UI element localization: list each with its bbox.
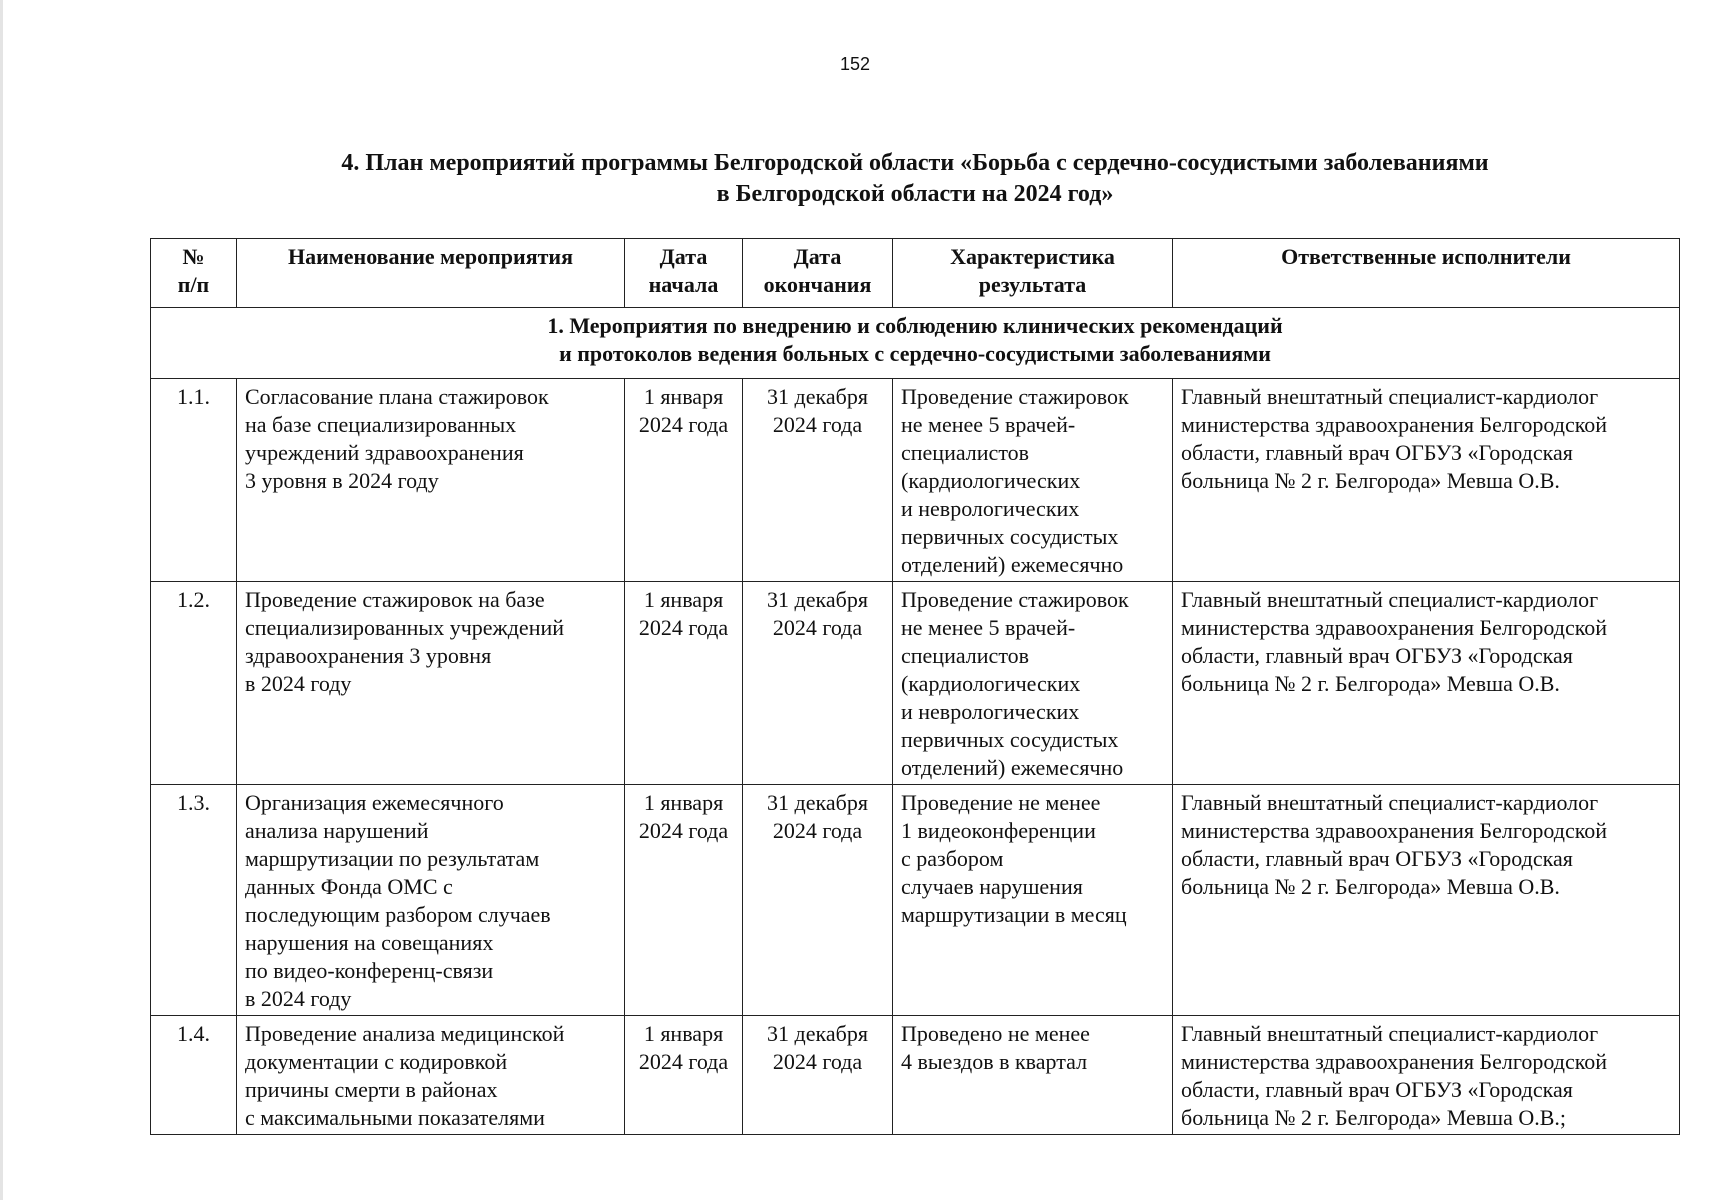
cell-result (893, 1016, 1173, 1135)
cell-name-line: нарушения на совещаниях (245, 930, 494, 955)
cell-name-line: причины смерти в районах (245, 1077, 498, 1102)
header-result: Характеристика результата (893, 239, 1173, 308)
cell-start-date (625, 582, 743, 785)
cell-result-line: не менее 5 врачей- (901, 412, 1076, 437)
cell-start-date-line: 1 января (643, 384, 724, 409)
cell-name-line: специализированных учреждений (245, 615, 565, 640)
cell-name (237, 785, 625, 1016)
cell-name-line: документации с кодировкой (245, 1049, 508, 1074)
cell-name-line: с максимальными показателями (245, 1105, 545, 1130)
cell-name-line: на базе специализированных (245, 412, 517, 437)
cell-responsible (1173, 582, 1680, 785)
cell-result-line: специалистов (901, 643, 1030, 668)
cell-name-line: последующим разбором случаев (245, 902, 551, 927)
cell-start-date-line: 2024 года (638, 412, 729, 437)
cell-responsible-line: министерства здравоохранения Белгородской (1181, 818, 1608, 843)
cell-result-line: отделений) ежемесячно (901, 552, 1124, 577)
cell-responsible-line: министерства здравоохранения Белгородской (1181, 412, 1608, 437)
cell-name-line: анализа нарушений (245, 818, 429, 843)
cell-responsible-line: больница № 2 г. Белгорода» Мевша О.В. (1181, 874, 1560, 899)
cell-num: 1.1. (151, 379, 237, 582)
cell-responsible-line: области, главный врач ОГБУЗ «Городская (1181, 1077, 1573, 1102)
table-header-row (151, 239, 1680, 308)
cell-result-line: и неврологических (901, 496, 1080, 521)
title-line-1: 4. План мероприятий программы Белгородской области «Борьба с сердечно-сосудистыми заболеваниями (341, 150, 1489, 176)
cell-end-date-line: 31 декабря (767, 790, 868, 815)
cell-result-line: и неврологических (901, 699, 1080, 724)
cell-result (893, 582, 1173, 785)
cell-responsible-line: Главный внештатный специалист-кардиолог (1181, 790, 1599, 815)
cell-result-line: отделений) ежемесячно (901, 755, 1124, 780)
section-heading: 1. Мероприятия по внедрению и соблюдению клинических рекомендаций и протоколов ведения больных с сердечно-сосудистыми заболеваниями (151, 308, 1680, 379)
cell-result-line: (кардиологических (901, 468, 1081, 493)
cell-result-line: Проведение не менее (901, 790, 1101, 815)
cell-responsible-line: министерства здравоохранения Белгородской (1181, 1049, 1608, 1074)
cell-name-line: по видео-конференц-связи (245, 958, 494, 983)
cell-result-line: 1 видеоконференции (901, 818, 1096, 843)
cell-start-date-line: 2024 года (638, 615, 729, 640)
cell-responsible-line: министерства здравоохранения Белгородской (1181, 615, 1608, 640)
cell-start-date-line: 1 января (643, 587, 724, 612)
cell-name-line: здравоохранения 3 уровня (245, 643, 492, 668)
cell-end-date (743, 379, 893, 582)
header-responsible: Ответственные исполнители (1173, 239, 1680, 308)
cell-responsible-line: области, главный врач ОГБУЗ «Городская (1181, 440, 1573, 465)
cell-responsible-line: больница № 2 г. Белгорода» Мевша О.В. (1181, 671, 1560, 696)
cell-end-date-line: 31 декабря (767, 587, 868, 612)
cell-responsible (1173, 1016, 1680, 1135)
cell-result (893, 379, 1173, 582)
cell-responsible-line: области, главный врач ОГБУЗ «Городская (1181, 846, 1573, 871)
cell-result-line: не менее 5 врачей- (901, 615, 1076, 640)
cell-result-line: Проведение стажировок (901, 587, 1129, 612)
action-plan-table (150, 238, 1680, 1135)
cell-responsible-line: больница № 2 г. Белгорода» Мевша О.В.; (1181, 1105, 1567, 1130)
cell-end-date-line: 2024 года (772, 412, 863, 437)
cell-result-line: (кардиологических (901, 671, 1081, 696)
cell-start-date (625, 379, 743, 582)
page-number: 152 (839, 54, 871, 74)
header-start-date: Дата начала (625, 239, 743, 308)
cell-result-line: первичных сосудистых (901, 524, 1119, 549)
table-row (151, 785, 1680, 1016)
cell-result (893, 785, 1173, 1016)
cell-name (237, 582, 625, 785)
cell-name-line: в 2024 году (245, 671, 352, 696)
document-title (150, 148, 1680, 210)
header-end-date: Дата окончания (743, 239, 893, 308)
cell-num: 1.4. (151, 1016, 237, 1135)
cell-end-date (743, 785, 893, 1016)
cell-result-line: Проведение стажировок (901, 384, 1129, 409)
table-row (151, 379, 1680, 582)
cell-num: 1.3. (151, 785, 237, 1016)
cell-name-line: учреждений здравоохранения (245, 440, 524, 465)
cell-end-date-line: 31 декабря (767, 1021, 868, 1046)
cell-name (237, 379, 625, 582)
cell-name-line: маршрутизации по результатам (245, 846, 540, 871)
table-row (151, 1016, 1680, 1135)
cell-start-date (625, 1016, 743, 1135)
cell-name-line: Согласование плана стажировок (245, 384, 549, 409)
cell-end-date-line: 2024 года (772, 1049, 863, 1074)
cell-num: 1.2. (151, 582, 237, 785)
cell-name-line: данных Фонда ОМС с (245, 874, 453, 899)
cell-responsible-line: Главный внештатный специалист-кардиолог (1181, 1021, 1599, 1046)
cell-start-date (625, 785, 743, 1016)
cell-result-line: Проведено не менее (901, 1021, 1090, 1046)
cell-responsible (1173, 785, 1680, 1016)
cell-result-line: специалистов (901, 440, 1030, 465)
table-row (151, 582, 1680, 785)
cell-result-line: маршрутизации в месяц (901, 902, 1127, 927)
cell-result-line: 4 выездов в квартал (901, 1049, 1088, 1074)
cell-result-line: с разбором (901, 846, 1004, 871)
cell-name-line: Проведение анализа медицинской (245, 1021, 565, 1046)
header-name: Наименование мероприятия (237, 239, 625, 308)
cell-responsible-line: области, главный врач ОГБУЗ «Городская (1181, 643, 1573, 668)
cell-name-line: в 2024 году (245, 986, 352, 1011)
cell-end-date-line: 31 декабря (767, 384, 868, 409)
cell-name (237, 1016, 625, 1135)
cell-end-date-line: 2024 года (772, 615, 863, 640)
cell-responsible-line: Главный внештатный специалист-кардиолог (1181, 587, 1599, 612)
cell-start-date-line: 1 января (643, 1021, 724, 1046)
cell-responsible-line: больница № 2 г. Белгорода» Мевша О.В. (1181, 468, 1560, 493)
cell-start-date-line: 2024 года (638, 1049, 729, 1074)
cell-name-line: 3 уровня в 2024 году (245, 468, 439, 493)
header-num: № п/п (151, 239, 237, 308)
cell-name-line: Проведение стажировок на базе (245, 587, 545, 612)
cell-result-line: случаев нарушения (901, 874, 1083, 899)
cell-end-date (743, 582, 893, 785)
cell-end-date-line: 2024 года (772, 818, 863, 843)
section-row (151, 308, 1680, 379)
cell-responsible-line: Главный внештатный специалист-кардиолог (1181, 384, 1599, 409)
scan-edge (0, 0, 3, 1200)
cell-responsible (1173, 379, 1680, 582)
cell-start-date-line: 2024 года (638, 818, 729, 843)
title-line-2: в Белгородской области на 2024 год» (716, 181, 1114, 207)
cell-name-line: Организация ежемесячного (245, 790, 504, 815)
cell-end-date (743, 1016, 893, 1135)
cell-start-date-line: 1 января (643, 790, 724, 815)
cell-result-line: первичных сосудистых (901, 727, 1119, 752)
